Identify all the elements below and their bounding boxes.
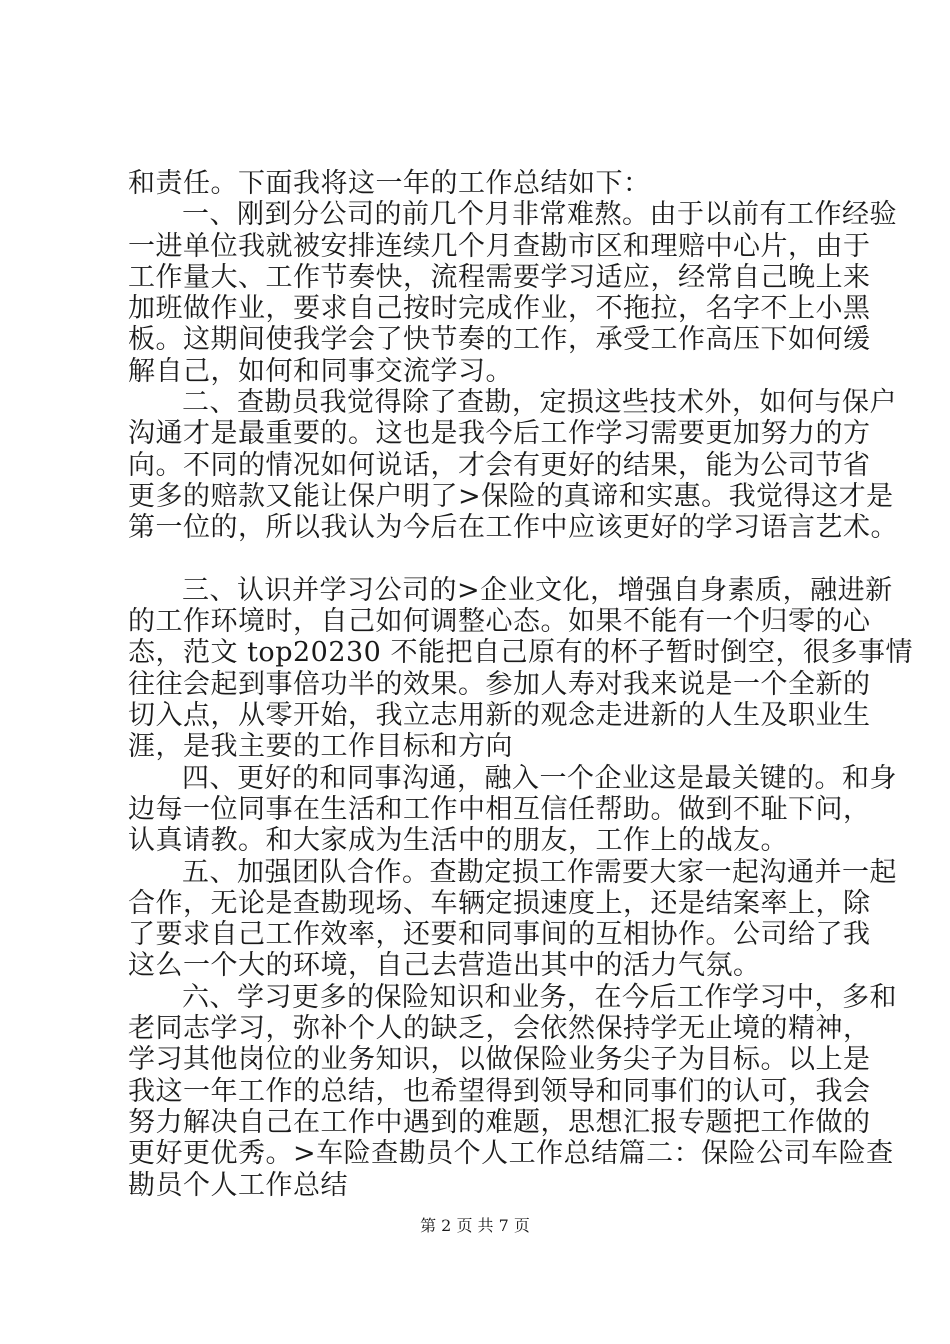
text-line: 往往会起到事倍功半的效果。参加人寿对我来说是一个全新的 bbox=[128, 668, 871, 700]
text-line: 认真请教。和大家成为生活中的朋友，工作上的战友。 bbox=[128, 825, 788, 857]
text-line: 合作，无论是查勘现场、车辆定损速度上，还是结案率上，除 bbox=[128, 887, 871, 919]
text-line: 沟通才是最重要的。这也是我今后工作学习需要更加努力的方 bbox=[128, 418, 871, 450]
text-line: 板。这期间使我学会了快节奏的工作，承受工作高压下如何缓 bbox=[128, 324, 871, 356]
text-line: 二、查勘员我觉得除了查勘，定损这些技术外，如何与保户 bbox=[182, 387, 897, 419]
text-line: 一、刚到分公司的前几个月非常难熬。由于以前有工作经验 bbox=[182, 199, 897, 231]
text-line: 勘员个人工作总结 bbox=[128, 1169, 348, 1201]
text-line: 向。不同的情况如何说话，才会有更好的结果，能为公司节省 bbox=[128, 449, 871, 481]
text-line: 我这一年工作的总结，也希望得到领导和同事们的认可，我会 bbox=[128, 1075, 871, 1107]
text-line bbox=[128, 544, 848, 575]
text-line: 三、认识并学习公司的>企业文化，增强自身素质，融进新 bbox=[182, 574, 893, 606]
text-line: 了要求自己工作效率，还要和同事间的互相协作。公司给了我 bbox=[128, 919, 871, 951]
text-line: 老同志学习，弥补个人的缺乏，会依然保持学无止境的精神， bbox=[128, 1013, 871, 1045]
document-body bbox=[128, 168, 913, 1201]
text-line: 加班做作业，要求自己按时完成作业，不拖拉，名字不上小黑 bbox=[128, 293, 871, 325]
text-line: 一进单位我就被安排连续几个月查勘市区和理赔中心片，由于 bbox=[128, 230, 871, 262]
text-line: 四、更好的和同事沟通，融入一个企业这是最关键的。和身 bbox=[182, 762, 897, 794]
text-line: 学习其他岗位的业务知识，以做保险业务尖子为目标。以上是 bbox=[128, 1044, 871, 1076]
text-line: 的工作环境时，自己如何调整心态。如果不能有一个归零的心 bbox=[128, 606, 871, 638]
text-line: 更好更优秀。>车险查勘员个人工作总结篇二：保险公司车险查 bbox=[128, 1138, 894, 1170]
text-line: 这么一个大的环境，自己去营造出其中的活力气氛。 bbox=[128, 950, 761, 982]
text-line: 六、学习更多的保险知识和业务，在今后工作学习中，多和 bbox=[182, 981, 897, 1013]
text-line: 态，范文 top20230 不能把自己原有的杯子暂时倒空，很多事情 bbox=[128, 637, 913, 669]
text-line: 和责任。下面我将这一年的工作总结如下： bbox=[128, 168, 651, 199]
text-line: 边每一位同事在生活和工作中相互信任帮助。做到不耻下问， bbox=[128, 793, 871, 825]
text-line: 工作量大、工作节奏快，流程需要学习适应，经常自己晚上来 bbox=[128, 261, 871, 293]
text-line: 五、加强团队合作。查勘定损工作需要大家一起沟通并一起 bbox=[182, 856, 897, 888]
text-line: 第一位的，所以我认为今后在工作中应该更好的学习语言艺术。 bbox=[128, 512, 898, 544]
text-line: 更多的赔款又能让保户明了>保险的真谛和实惠。我觉得这才是 bbox=[128, 480, 894, 512]
text-line: 解自己，如何和同事交流学习。 bbox=[128, 355, 513, 387]
text-line: 努力解决自己在工作中遇到的难题，思想汇报专题把工作做的 bbox=[128, 1106, 871, 1138]
page-footer: 第 2 页 共 7 页 bbox=[420, 1216, 530, 1235]
text-line: 切入点，从零开始，我立志用新的观念走进新的人生及职业生 bbox=[128, 700, 871, 732]
text-line: 涯，是我主要的工作目标和方向 bbox=[128, 731, 513, 763]
